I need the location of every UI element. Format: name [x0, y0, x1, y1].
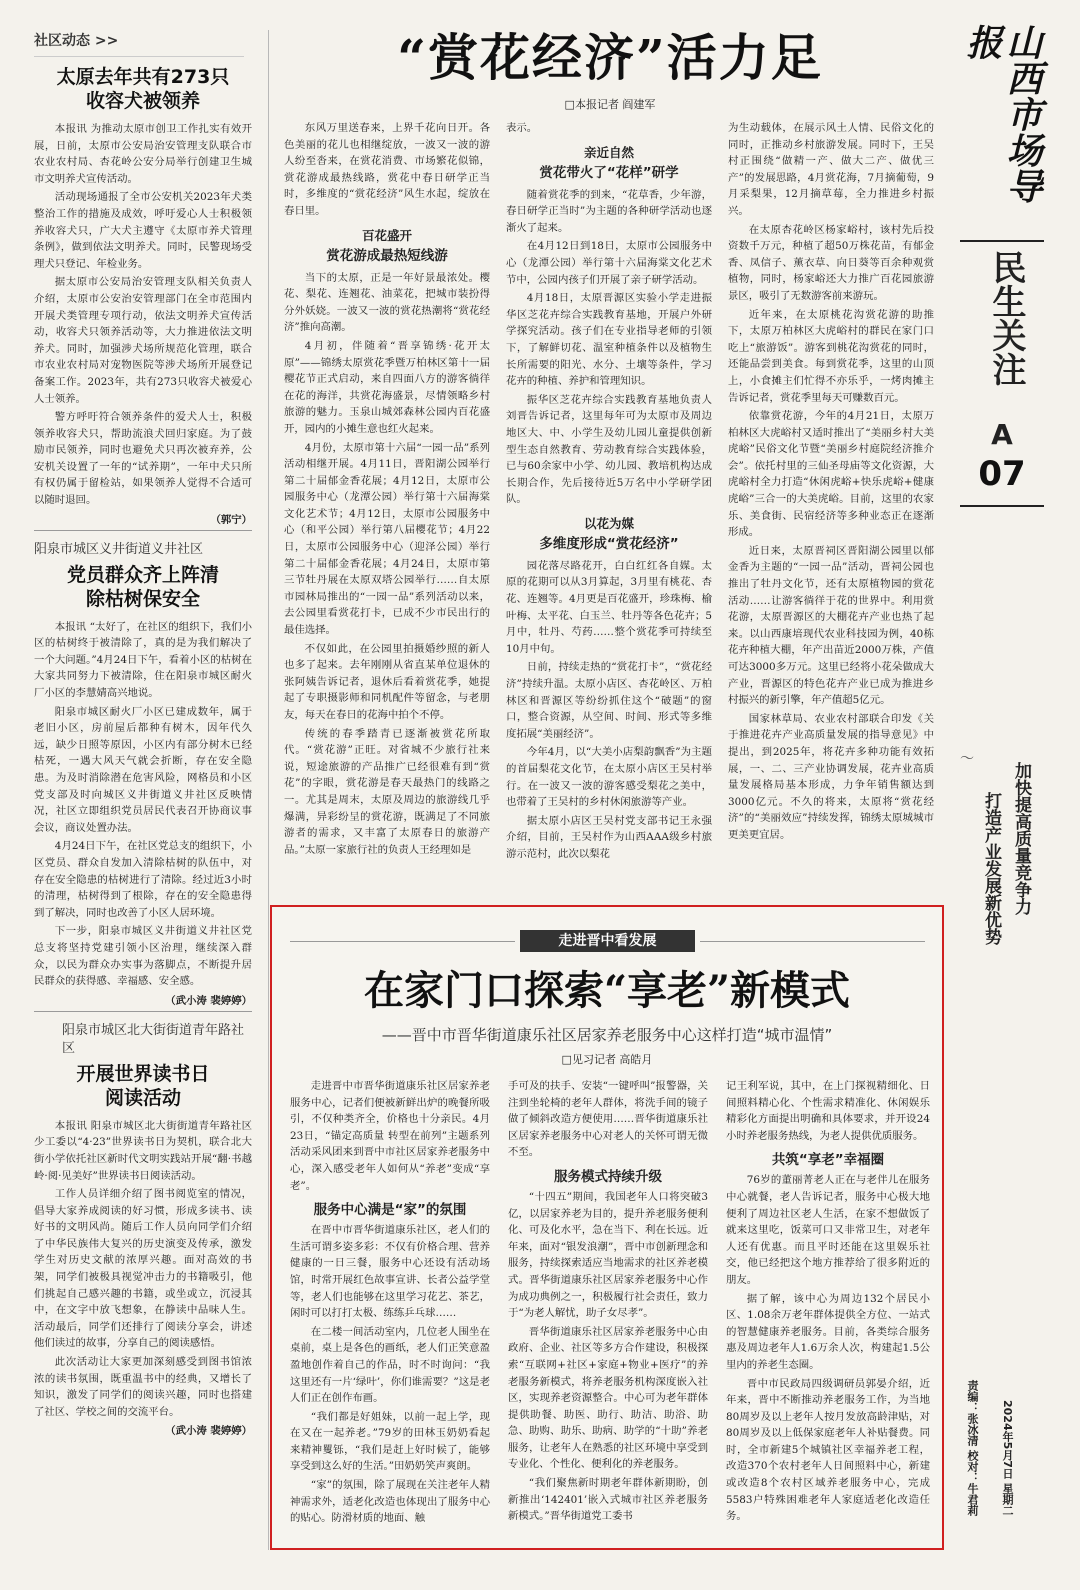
article-signature: （郭宁） — [210, 513, 252, 526]
article-paragraph: 记王利军说，其中，在上门探视精细化、日间照料精心化、个性需求精准化、休闲娱乐精彩化方面提出明确和具体要求，并开设24小时养老服务热线，为老人提供优质服务。 — [726, 1080, 930, 1142]
article-paragraph: “十四五”期间，我国老年人口将突破3亿，以居家养老为目的，提升养老服务便利化、可及化水平，急在当下、利在长远。近年来，面对“银发浪潮”，晋中市创新理念和服务，持续探索适应当地需求的社区养老模式。晋华街道康乐社区居家养老服务中心作为成功典例之一，积极履行社会责任，致力于“为老人解忧，助子女尽孝”。 — [508, 1190, 708, 1320]
article-paragraph: 在晋中市晋华街道康乐社区，老人们的生活可谓多姿多彩：不仅有价格合理、营养健康的一日三餐，服务中心还设有活动场馆，时常开展红色故事宣讲、长者公益学堂等，老人们也能够在这里学习花艺、茶艺，闲时可以打打太极、练练乒乓球…… — [290, 1224, 490, 1320]
article-kicker: 阳泉市城区北大街街道青年路社区 — [62, 1022, 245, 1056]
slogan — [958, 752, 1054, 1012]
article-paragraph: 此次活动让大家更加深刻感受到图书馆浓浓的读书氛围，既重温书中的经典，又增长了知识，激发了同学们的阅读兴趣，同时也搭建了社区、学校之间的交流平台。 — [34, 1356, 252, 1418]
article-paragraph: 今年4月，以“大美小店梨韵飘香”为主题的首届梨花文化节，在太原小店区王吴村举行。在一波又一波的游客感受梨花之美中，也带着了王吴村的乡村休闲旅游等产业。 — [506, 746, 712, 809]
article-paragraph: 不仅如此，在公园里拍摄婚纱照的新人也多了起来。去年刚刚从省直某单位退休的张阿姨告诉记者，退休后看着赏花季，她提起了专职摄影师和同机配件等留念，与老朋友，每天在春日的花海中拍个不停。 — [284, 642, 490, 721]
article-paragraph: 4月初，伴随着“晋享锦绣·花开太原”——锦绣太原赏花季暨万柏林区第十一届樱花节正式启动，来自四面八方的游客徜徉在花的海洋，共赏花海盛景，尽情领略乡村旅游的魅力。玉泉山城郊森林公园内百花盛开，园内的小摊生意也红火起来。 — [284, 339, 490, 435]
article-paragraph: 活动现场通报了全市公安机关2023年犬类整治工作的措施及成效，呼吁爱心人士积极领养收容犬只，广大犬主遵守《太原市养犬管理条例》，做到依法文明养犬。同时，民警现场受理犬只登记、年检业务。 — [34, 191, 252, 270]
feature-subhead-1: 服务中心满是“家”的氛围 — [313, 1202, 467, 1219]
article-paragraph: 警方呼吁符合领养条件的爱犬人士，积极领养收容犬只，帮助流浪犬回归家庭。为了鼓励市民领养，同时也避免犬只再次被弃养，公安机关设置了一年的“试养期”，一年中犬只所有权仍属于留检站，如果领养人觉得不合适可以随时退回。 — [34, 411, 252, 507]
masthead-rule — [960, 505, 1044, 507]
article-paragraph: 据了解，该中心为周边132个居民小区、1.08余万老年群体提供全方位、一站式的智慧健康养老服务。目前，各类综合服务惠及周边老年人1.6万余人次，构建起1.5公里内的养老生态圈。 — [726, 1292, 930, 1371]
article-paragraph: 表示。 — [506, 122, 538, 134]
article-paragraph: 4月24日下午，在社区党总支的组织下，小区党员、群众自发加入清除枯树的队伍中，对存在安全隐患的枯树进行了清除。经过近3小时的清理，枯树得到了根除，存在的安全隐患得到了解决，同时也改善了小区人居环境。 — [34, 840, 252, 919]
feature-headline: 在家门口探索“享老”新模式 — [363, 967, 850, 1014]
slogan-line: 加快提高质量竞争力 — [1011, 762, 1031, 915]
article-paragraph: 近日来，太原晋祠区晋阳湖公园里以郁金香为主题的“一园一品”活动，晋祠公园也推出了牡丹文化节，还有太原植物园的赏花活动……让游客徜徉于花的世界中。利用赏花游，太原晋源区的大棚花卉产业也热了起来。以山西康培现代农业科技园为例，40栋花卉种植大棚，年产出苗近2000万株，产值可达3000多万元。这里已经将小花朵做成大产业，晋源区的特色花卉产业已成为推进乡村振兴的新引擎，年产值超5亿元。 — [728, 544, 934, 707]
article-paragraph: 晋华街道康乐社区居家养老服务中心由政府、企业、社区等多方合作建设，积极探索“互联网+社区+家庭+物业+医疗”的养老服务新模式，将养老服务机构深度嵌入社区，实现养老资源整合。中心可为老年群体提供助餐、助医、助行、助洁、助浴、助急、助购、助乐、助病、助学的“十助”养老服务，让老年人在熟悉的社区环境中享受到专业化、个性化、便利化的养老服务。 — [508, 1325, 708, 1471]
bird-icon: 〜 — [960, 751, 974, 767]
footer-editor: 责编：张冰清 校对：牛君莉 — [966, 1380, 979, 1516]
article-paragraph: 手可及的扶手、安装“一键呼叫”报警器，关注到坐轮椅的老年人群体，将洗手间的镜子做了倾斜改造方便使用……晋华街道康乐社区居家养老服务中心对老人的关怀可谓无微不至。 — [508, 1080, 708, 1159]
article-paragraph: 走进晋中市晋华街道康乐社区居家养老服务中心，记者们便被新鲜出炉的晚餐所吸引，不仅种类齐全，价格也十分亲民。4月23日，“锚定高质量 转型在前列”主题系列活动采风团来到晋中市社区居家养老服务中心，深入感受老年人如何从“养老”变成“享老”。 — [290, 1080, 490, 1192]
top-byline: □本报记者 阎建军 — [564, 98, 656, 111]
article-paragraph: 园花落尽路花开，白白红红各自媒。太原的花期可以从3月算起，3月里有桃花、杏花、连翘等。4月更是百花盛开，珍珠梅、榆叶梅、太平花、白玉兰、牡丹等各色花卉；5月中，牡丹、芍药……整个赏花季可持续至10月中旬。 — [506, 559, 712, 655]
feature-subhead-3: 共筑“享老”幸福圈 — [771, 1152, 885, 1169]
top-col-3 — [728, 120, 934, 890]
article-title: 党员群众齐上阵清除枯树保安全 — [66, 563, 219, 610]
article-paragraph: 4月份，太原市第十六届“一园一品”系列活动相继开展。4月11日，晋阳湖公园举行第二十届郁金香花展；4月12日，太原市公园服务中心（龙潭公园）举行第十六届海棠文化艺术节；4月12日，太原市公园服务中心（和平公园）举行第八届樱花节；4月22日，太原市公园服务中心（迎泽公园）举行第二十届郁金香花展；4月24日，太原市第三节牡丹展在太原双塔公园举行……自太原市园林局推出的“一园一品”系列活动以来，去公园里看赏花打卡，已成不少市民出行的最佳选择。 — [284, 441, 490, 637]
article-signature: （武小涛 裴婷婷） — [165, 994, 252, 1007]
top-headline: “赏花经济”活力足 — [397, 28, 823, 87]
article-paragraph: 随着赏花季的到来，“花草香，少年游，春日研学正当时”为主题的各种研学活动也逐渐火了起来。 — [506, 188, 712, 234]
page-letter: A — [991, 418, 1013, 451]
article-paragraph: 东风万里送春来，上界千花向日开。各色美丽的花儿也相继绽放，一波又一波的游人纷至沓来，在赏花消费、市场繁花似锦，赏花游成最热线路，赏花中春日研学正当时，多维度的“赏花经济”风生水起，绽放在春日里。 — [284, 122, 490, 217]
article-paragraph: 晋中市民政局四级调研员郭晏介绍，近年来，晋中不断推动养老服务工作，为当地80周岁及以上老年人按月发放高龄津贴，对80周岁及以上低保家庭老年人补贴餐费。同时，全市新建5个城镇社区幸福养老工程，改造370个农村老年人日间照料中心，新建或改造8个农村区域养老服务中心，完成5583户特殊困难老年人家庭适老化改造任务。 — [726, 1377, 930, 1523]
article-paragraph: 在4月12日到18日，太原市公园服务中心（龙潭公园）举行第十六届海棠文化艺术节中，公园内孩子们开展了亲子研学活动。 — [506, 240, 712, 286]
article-paragraph: 据太原小店区王吴村党支部书记王永强介绍，目前，王吴村作为山西AAA级乡村旅游示范村，此次以梨花 — [506, 814, 712, 860]
article-paragraph: “家”的氛围，除了展现在关注老年人精神需求外，适老化改造也体现出了服务中心的贴心。防滑材质的地面、触 — [290, 1479, 490, 1525]
article-kicker: 阳泉市城区义井街道义井社区 — [34, 541, 204, 557]
slogan-line: 打造产业发展新优势 — [981, 792, 1001, 945]
article-paragraph: “我们都是好姐妹，以前一起上学，现在又在一起养老。”79岁的田林玉奶奶看起来精神矍铄，“我们是赶上好时候了，能够享受到这么好的生活。”田奶奶笑声爽朗。 — [290, 1410, 490, 1473]
article-paragraph: 工作人员详细介绍了图书阅览室的情况，倡导大家养成阅读的好习惯，形成多读书、读好书的文明风尚。随后工作人员向同学们介绍了中华民族伟大复兴的历史演变及传承，激发学生对历史文献的浓厚兴趣。面对高效的书架，同学们被极具视觉冲击力的书籍吸引，他们挑起自己感兴趣的书籍，或坐或立，沉浸其中，在文字中放飞想象，在静读中品味人生。活动最后，同学们还排行了阅读分享会，讲述他们读过的故事，分享自己的阅读感悟。 — [34, 1188, 252, 1350]
feature-col-1 — [290, 1078, 490, 1543]
article-paragraph: 为生动载体，在展示风土人情、民俗文化的同时，正推动乡村旅游发展。同时下，王吴村正围绕“做精一产、做大二产、做优三产”的发展思路，4月赏花海，7月摘葡萄，9月采梨果，12月摘草莓，全力推进乡村振兴。 — [728, 122, 934, 217]
subhead-line1: 百花盛开 — [361, 227, 412, 243]
article-paragraph: 在二楼一间活动室内，几位老人围坐在桌前，桌上是各色的画纸，老人们正笑意盈盈地创作着自己的作品，时不时询问：“我这里还有一片‘绿叶’，你们谁需要？”这是老人们正在创作布画。 — [290, 1325, 490, 1405]
column-divider — [268, 30, 269, 1550]
section-name: 民生关注 — [986, 250, 1026, 386]
article-paragraph: 下一步，阳泉市城区义井街道义井社区党总支将坚持党建引领小区治理，继续深入群众，以民为群众办实事为落脚点，不断提升居民群众的获得感、幸福感、安全感。 — [34, 925, 252, 988]
article-signature: （武小涛 裴婷婷） — [165, 1425, 252, 1438]
article-paragraph: 在太原杏花岭区杨家峪村，该村先后投资数千万元，种植了超50万株花苗，有郁金香、凤信子、薰衣草、向日葵等百余种观赏植物，同时，杨家峪还大力推广百花园旅游景区，吸引了无数游客前来游玩。 — [728, 223, 934, 302]
article-paragraph: “我们聚焦新时期老年群体新期盼，创新推出‘142401’嵌入式城市社区养老服务新模式。”晋华街道党工委书 — [508, 1477, 708, 1523]
top-col-1 — [284, 120, 490, 890]
article-paragraph: 本报讯 为推动太原市创卫工作扎实有效开展，日前，太原市公安局治安管理支队联合市农业农村局、杏花岭公安分局举行创建卫生城市文明养犬宣传活动。 — [34, 123, 252, 185]
article-paragraph: 阳泉市城区耐火厂小区已建成数年，属于老旧小区，房前屋后都种有树木，因年代久远，缺少日照等原因，小区内有部分树木已经枯死，一遇大风天气就会折断，存在安全隐患。为及时消除潜在危害风险，网格员和小区党支部及时向城区义井街道义井社区反映情况，社区立即组织党员居民代表召开协商议事会议，商议处置办法。 — [34, 705, 252, 834]
article-paragraph: 4月18日，太原晋源区实验小学走进振华区芝花卉综合实践教育基地，开展户外研学探究活动。孩子们在专业指导老师的引领下，了解鲜切花、温室种植条件以及植物生长所需要的阳光、水分、土壤等条件，学习花卉的种植、养护和管理知识。 — [506, 292, 712, 388]
article-paragraph: 依靠赏花游，今年的4月21日，太原万柏林区大虎峪村又适时推出了“美丽乡村大美虎峪”民俗文化节暨“美丽乡村庭院经济推介会”。依托村里的三仙圣母庙等文化资源，大虎峪村全力打造“休闲虎峪+快乐虎峪+健康虎峪”三合一的大美虎峪。目前，这里的农家乐、美食街、民宿经济等多种业态正在逐渐形成。 — [728, 410, 934, 539]
subhead-line1: 以花为媒 — [583, 515, 634, 531]
feature-byline: □见习记者 高皓月 — [561, 1053, 653, 1066]
page-number: 07 — [978, 454, 1026, 494]
feature-subhead: ——晋中市晋华街道康乐社区居家养老服务中心这样打造“城市温情” — [381, 1026, 833, 1044]
article-paragraph: 本报讯 阳泉市城区北大街街道青年路社区少工委以“4·23”世界读书日为契机，联合北大街小学依托社区新时代文明实践站开展“翻·书越岭·阅·见美好”世界读书日阅读活动。 — [34, 1119, 252, 1182]
top-col-2 — [506, 120, 712, 890]
article-paragraph: 国家林草局、农业农村部联合印发《关于推进花卉产业高质量发展的指导意见》中提出，到2025年，将花卉多种功能有效拓展，一、二、三产业协调发展，花卉业高质量发展格局基本形成，力争年销售额达到3000亿元。不久的将来，太原将“赏花经济”的“美丽效应”持续发挥，锦绣太原城城市更美更宜居。 — [728, 712, 934, 841]
masthead-rule — [960, 240, 1044, 242]
subhead-line2: 多维度形成“赏花经济” — [539, 535, 679, 552]
article-paragraph: 据太原市公安局治安管理支队相关负责人介绍，太原市公安治安管理部门在全市范围内开展犬类管理专项行动，依法文明养犬宣传活动，收容犬只领养活动等，大力推进依法文明养犬。同时，加强涉犬场所规范化管理，联合市农业农村局对宠物医院等涉犬场所开展登记备案工作。2023年，共有273只收容犬被爱心人士领养。 — [34, 276, 252, 405]
footer-date: 2024年5月7日 星期二 — [1001, 1400, 1014, 1516]
article-title: 开展世界读书日阅读活动 — [76, 1062, 210, 1109]
tag-rule — [700, 941, 925, 942]
article-paragraph: 本报讯 “太好了，在社区的组织下，我们小区的枯树终于被清除了，真的是为我们解决了一个大问题。”4月24日下午，看着小区的枯树在大家共同努力下被清除，住在阳泉市城区耐火厂小区的李慧婧高兴地说。 — [34, 620, 252, 700]
article-title: 太原去年共有273只收容犬被领养 — [56, 66, 230, 112]
tag-rule — [290, 941, 515, 942]
article-paragraph: 振华区芝花卉综合实践教育基地负责人刘晋告诉记者，这里每年可为太原市及周边地区大、中、小学生及幼儿园儿童提供创新型生态自然教育、劳动教育综合实践体验，已与60余家中小学、幼儿园、教培机构达成长期合作，先后接待近5万名中小学研学团队。 — [506, 393, 712, 506]
column-label: 社区动态 >> — [34, 33, 119, 49]
article-paragraph: 近年来，在太原桃花沟赏花游的助推下，太原万柏林区大虎峪村的群民在家门口吃上“旅游饭”。游客到桃花沟赏花的同时，还能品尝到美食。每到赏花季，这里的山顶上，小食摊主们忙得不亦乐乎，一烤肉摊主告诉记者，赏花季里每天可赚数百元。 — [728, 308, 934, 404]
subhead-line2: 赏花游成最热短线游 — [326, 247, 448, 264]
article-paragraph: 76岁的董丽菁老人正在与老伴儿在服务中心就餐，老人告诉记者，服务中心极大地便利了周边社区老人生活，在家不想做饭了就来这里吃，饭菜可口又非常卫生，对老年人还有优惠。而且平时还能在这里娱乐社交，他已经把这个地方推荐给了很多附近的朋友。 — [726, 1174, 930, 1286]
left-column — [34, 30, 252, 1441]
masthead-name: 山西市场导报 — [961, 24, 1043, 204]
feature-col-3 — [726, 1078, 930, 1543]
subhead-line2: 赏花带火了“花样”研学 — [539, 164, 679, 181]
article-paragraph: 传统的春季踏青已逐渐被赏花所取代。“赏花游”正旺。对省城不少旅行社来说，短途旅游的产品推广已经很难有到“赏花”的字眼，赏花游是春天最热门的线路之一。尤其是周末，太原及周边的旅游线几乎爆满，异彩纷呈的赏花游，既满足了不同旅游者的需求，又丰富了太原春日的旅游产品。”太原一家旅行社的负责人王经理如是 — [284, 727, 490, 856]
article-paragraph: 日前，持续走热的“赏花打卡”，“赏花经济”持续升温。太原小店区、杏花岭区、万柏林区和晋源区等纷纷抓住这个“破题”的窗口，整合资源，从空间、时间、形式等多维度拓展“美丽经济”。 — [506, 661, 712, 740]
feature-tag: 走进晋中看发展 — [520, 930, 695, 952]
feature-subhead-2: 服务模式持续升级 — [554, 1168, 662, 1185]
masthead-logo — [960, 24, 1044, 234]
subhead-line1: 亲近自然 — [583, 144, 634, 160]
feature-col-2 — [508, 1078, 708, 1543]
article-paragraph: 当下的太原，正是一年好景最浓处。樱花、梨花、连翘花、油菜花，把城市装扮得分外妖娆。一波又一波的赏花热潮将“赏花经济”推向高潮。 — [284, 271, 490, 334]
